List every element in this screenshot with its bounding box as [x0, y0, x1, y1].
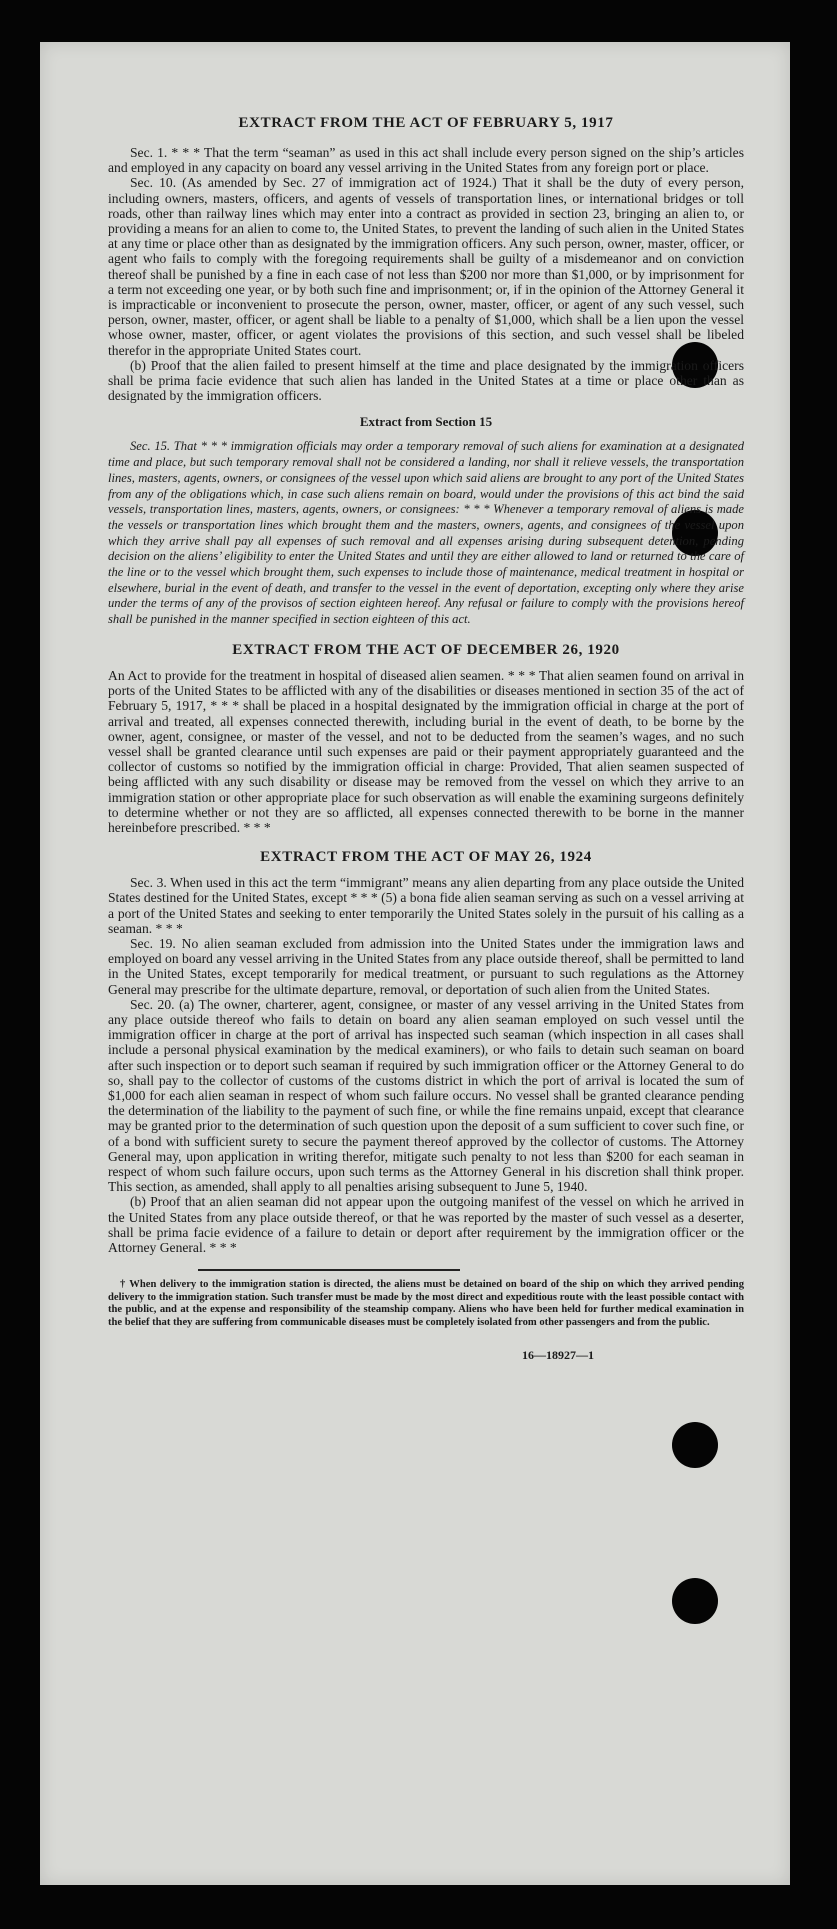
- section-heading: Extract from Section 15: [359, 414, 493, 430]
- paragraph: Sec. 3. When used in this act the term “immigrant” means any alien departing from any place outside the United States destined for the United States, except * * * (5) a bona fide alien seaman serving as such on a vessel arriving at a port of the United States and seeking to enter temporarily the United States solely in the pursuit of his calling as a seaman. * * *: [108, 875, 744, 936]
- footnote: † When delivery to the immigration station is directed, the aliens must be detained on board of the ship on which they arrived pending delivery to the immigration station. Such transfer must be made by the most direct and expeditious route with the least possible contact with the public, and at the expense and responsibility of the steamship company. Aliens who have been held for further medical examination in the belief that they are suffering from communicable diseases must be completely isolated from other passengers and from the public.: [108, 1279, 744, 1328]
- section-heading: EXTRACT FROM THE ACT OF FEBRUARY 5, 1917: [238, 115, 614, 131]
- paragraph: An Act to provide for the treatment in hospital of diseased alien seamen. * * * That alien seamen found on arrival in ports of the United States to be afflicted with any of the disabilities or diseases mentioned in section 35 of the act of February 5, 1917, * * * shall be placed in a hospital designated by the immigration official in charge at the port of arrival and treated, all expenses connected therewith, including burial in the event of death, to be borne by the owner, agent, consignee, or master of the vessel, and not to be deducted from the seamen’s wages, and no such vessel shall be granted clearance until such expenses are paid or their payment appropriately guaranteed and the collector of customs so notified by the immigration official in charge: Provided, That alien seamen suspected of being afflicted with any such disability or disease may be removed from the vessel on which they arrive to an immigration station or other appropriate place for such observation as will enable the examining surgeons definitely to determine whether or not they are so afflicted, all expenses connected therewith to be borne in the manner hereinbefore prescribed. * * *: [108, 667, 744, 835]
- section-act-1920: [108, 640, 744, 835]
- paragraph: (b) Proof that an alien seaman did not appear upon the outgoing manifest of the vessel on which he arrived in the United States from any place outside thereof, or that he was reported by the master of such vessel as a deserter, shall be prima facie evidence of a failure to detain or deport after requirement by the immigration officer or the Attorney General. * * *: [108, 1194, 744, 1255]
- paragraph: (b) Proof that the alien failed to present himself at the time and place designated by the immigration officers shall be prima facie evidence that such alien has landed in the United States at a time or place other than as designated by the immigration officers.: [108, 357, 744, 404]
- paragraph: Sec. 1. * * * That the term “seaman” as used in this act shall include every person signed on the ship’s articles and employed in any capacity on board any vessel arriving in the United States from any foreign port or place.: [108, 145, 744, 176]
- punch-hole: [672, 1422, 718, 1468]
- paragraph: Sec. 20. (a) The owner, charterer, agent, consignee, or master of any vessel arriving in the United States from any place outside thereof who fails to detain on board any alien seaman employed on such vessel until the immigration officer in charge at the port of arrival has inspected such seaman (which inspection in all cases shall include a personal physical examination by the medical examiners), or who fails to detain such seaman on board after such inspection or to deport such seaman if required by such immigration officer or the Attorney General to do so, shall pay to the collector of customs of the customs district in which the port of arrival is located the sum of $1,000 for each alien seaman in respect of whom such failure occurs. No vessel shall be granted clearance pending the determination of the liability to the payment of such fine, or while the fine remains unpaid, except that clearance may be granted prior to the determination of such question upon the deposit of a sum sufficient to cover such fine, or of a bond with sufficient surety to secure the payment thereof approved by the collector of customs. The Attorney General may, upon application in writing therefor, mitigate such penalty to not less than $200 for each seaman in respect of whom such failure occurs, upon such terms as the Attorney General in his discretion shall think proper. This section, as amended, shall apply to all penalties arising subsequent to June 5, 1940.: [108, 996, 744, 1195]
- form-number: 16—18927—1: [522, 1347, 594, 1362]
- document-body: [108, 113, 744, 1363]
- paragraph: Sec. 15. That * * * immigration officials may order a temporary removal of such aliens for examination at a designated time and place, but such temporary removal shall not be considered a landing, nor shall it relieve vessels, the transportation lines, masters, agents, owners, or consignees of the vessel upon which said aliens are brought to any port of the United States from any of the obligations which, in case such aliens remain on board, would under the provisions of this act bind the said vessels, transportation lines, masters, agents, owners, or consignees: * * * Whenever a temporary removal of aliens is made the vessels or transportation lines which brought them and the masters, owners, agents, and consignees of the vessel upon which they arrive shall pay all expenses of such removal and all expenses arising during subsequent detention, pending decision on the aliens’ eligibility to enter the United States and until they are either allowed to land or returned to the care of the line or to the vessel which brought them, such expenses to include those of maintenance, medical treatment in hospital or elsewhere, burial in the event of death, and transfer to the vessel in the event of deportation, excepting only where they arise under the terms of any of the provisos of section eighteen hereof. Any refusal or failure to comply with the provisions hereof shall be punished in the manner specified in section eighteen of this act.: [108, 439, 744, 627]
- section-act-1917: [108, 113, 744, 403]
- paragraph: Sec. 19. No alien seaman excluded from admission into the United States under the immigration laws and employed on board any vessel arriving in the United States from any place outside thereof, shall be permitted to land in the United States, except temporarily for medical treatment, or pursuant to such regulations as the Attorney General may prescribe for the ultimate departure, removal, or deportation of such alien from the United States.: [108, 935, 744, 997]
- section-heading: EXTRACT FROM THE ACT OF DECEMBER 26, 1920: [232, 641, 620, 658]
- punch-hole: [672, 1578, 718, 1624]
- section-heading: EXTRACT FROM THE ACT OF MAY 26, 1924: [260, 849, 592, 866]
- section-act-1924: [108, 847, 744, 1255]
- section-extract-15: [108, 413, 744, 627]
- paragraph: Sec. 10. (As amended by Sec. 27 of immigration act of 1924.) That it shall be the duty of every person, including owners, masters, officers, and agents of vessels of transportation lines, or international bridges or toll roads, other than railway lines which may enter into a contract as provided in section 23, bringing an alien to, or providing a means for an alien to come to, the United States, to prevent the landing of such alien in the United States at any time or place other than as designated by the immigration officers. Any such person, owner, master, officer, or agent who fails to comply with the foregoing requirements shall be guilty of a misdemeanor and on conviction thereof shall be punished by a fine in each case of not less than $200 nor more than $1,000, or by imprisonment for a term not exceeding one year, or by both such fine and imprisonment; or, if in the opinion of the Attorney General it is impracticable or inconvenient to prosecute the person, owner, master, officer, or agent of any such vessel, such person, owner, master, officer, or agent shall be liable to a penalty of $1,000, which shall be a lien upon the vessel whose owner, master, officer, or agent violates the provisions of this section, and such vessel shall be libeled therefor in the appropriate United States court.: [108, 175, 744, 358]
- divider: [198, 1269, 460, 1271]
